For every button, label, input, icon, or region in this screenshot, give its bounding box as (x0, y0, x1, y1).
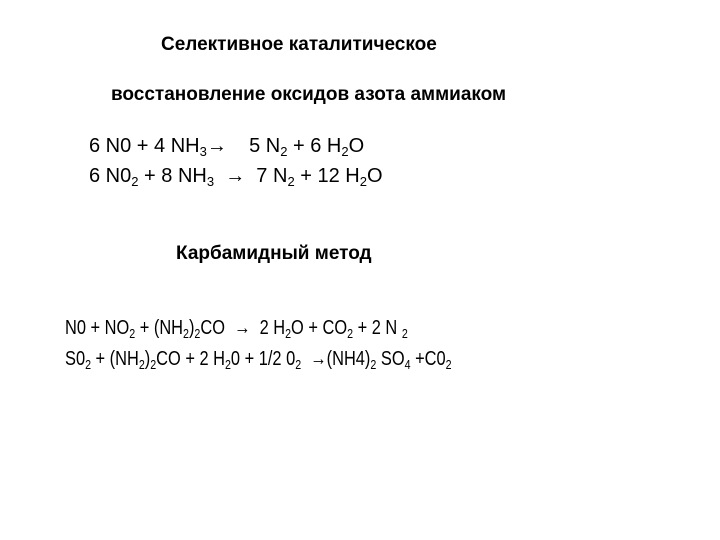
subscript: 2 (85, 357, 91, 372)
subscript: 2 (280, 144, 288, 159)
heading-carbamide-method: Карбамидный метод (176, 243, 372, 264)
equation-text: + 6 H (287, 135, 342, 157)
equation-text: CO → 2 H (200, 317, 286, 339)
equation-text: CO + 2 H (156, 348, 225, 370)
subscript: 2 (129, 326, 136, 341)
equation-text: +C0 (410, 348, 446, 370)
equation-text: S0 (65, 348, 86, 370)
equation-text: N0 + NO (65, 317, 130, 339)
subscript: 2 (183, 326, 189, 341)
equation-text: 6 N0 + 4 NH (89, 135, 200, 157)
subscript: 2 (287, 174, 295, 189)
heading-reduction-nitrogen-oxides: восстановление оксидов азота аммиаком (111, 84, 507, 105)
equation-text: 0 + 1/2 0 (230, 348, 296, 370)
equation-text: SO (376, 348, 405, 370)
equation-text: + 8 NH (138, 165, 207, 187)
equation-text: + 12 H (294, 165, 360, 187)
equation-carbamide-so2 (65, 348, 452, 372)
subscript: 2 (138, 357, 145, 372)
subscript: 2 (295, 357, 302, 372)
equation-text: + (NH (90, 348, 139, 370)
equation-text: + 2 N (353, 317, 402, 339)
equation-text: ) (144, 348, 151, 370)
equation-no-ammonia (89, 135, 365, 159)
subscript: 3 (199, 144, 207, 159)
equation-text: O + CO (291, 317, 348, 339)
equation-text: O (348, 135, 365, 157)
subscript: 2 (285, 326, 292, 341)
equation-text: O (366, 165, 383, 187)
subscript: 2 (341, 144, 349, 159)
equation-text: → 5 N (206, 135, 281, 157)
subscript: 2 (347, 326, 354, 341)
subscript: 2 (401, 326, 408, 341)
subscript: 2 (194, 326, 201, 341)
equation-carbamide-nox (65, 317, 408, 341)
subscript: 2 (131, 174, 139, 189)
equation-text: →(NH4) (301, 348, 371, 370)
subscript: 2 (150, 357, 157, 372)
subscript: 2 (445, 357, 452, 372)
subscript: 3 (206, 174, 215, 189)
subscript: 2 (370, 357, 377, 372)
equation-text: + (NH (135, 317, 184, 339)
equation-text: → 7 N (214, 165, 288, 187)
equation-text: ) (188, 317, 195, 339)
subscript: 4 (404, 357, 411, 372)
equation-no2-ammonia (89, 165, 383, 189)
subscript: 2 (359, 174, 367, 189)
heading-selective-catalytic: Селективное каталитическое (161, 34, 437, 55)
equation-text: 6 N0 (89, 165, 132, 187)
subscript: 2 (224, 357, 231, 372)
